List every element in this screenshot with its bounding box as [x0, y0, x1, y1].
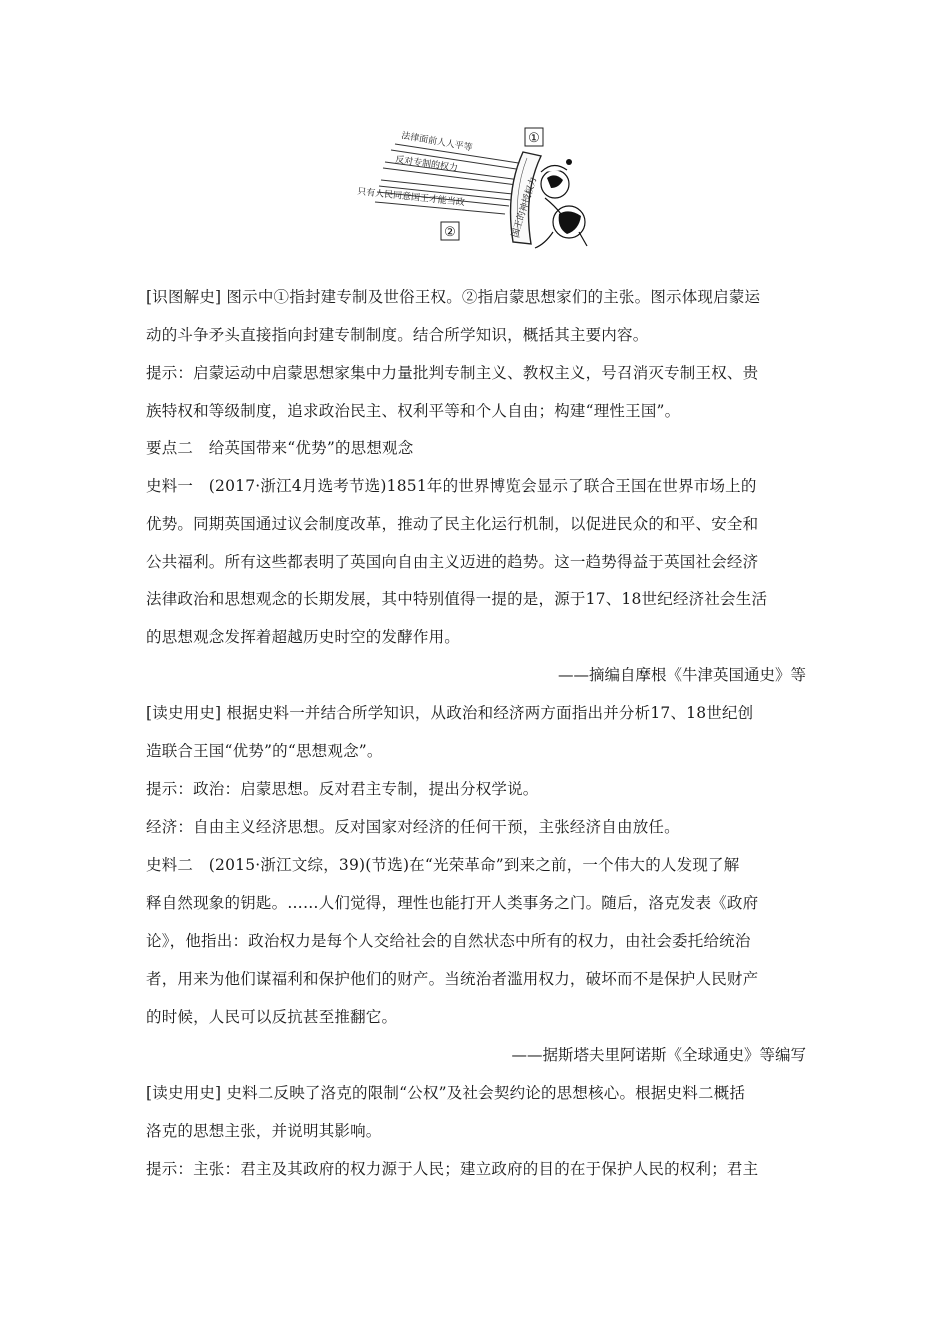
text-line: 者，用来为他们谋福利和保护他们的财产。当统治者滥用权力，破坏而不是保护人民财产: [146, 970, 759, 988]
figure-caption-1: 法律面前人人平等: [400, 131, 474, 154]
text-line: 论》，他指出：政治权力是每个人交给社会的自然状态中所有的权力，由社会委托给统治: [146, 932, 751, 950]
figure-caption-2: 反对专制的权力: [394, 155, 459, 174]
text-line: 的时候，人民可以反抗甚至推翻它。: [146, 1008, 398, 1026]
text-line: 经济：自由主义经济思想。反对国家对经济的任何干预，主张经济自由放任。: [146, 818, 680, 836]
section-heading: 要点二 给英国带来“优势”的思想观念: [146, 439, 414, 457]
text-line: 造联合王国“优势”的“思想观念”。: [146, 742, 383, 760]
text-line: 法律政治和思想观念的长期发展，其中特别值得一提的是，源于17、18世纪经济社会生活: [146, 590, 768, 608]
text-line: [识图解史] 图示中①指封建专制及世俗王权。②指启蒙思想家们的主张。图示体现启蒙运: [146, 288, 761, 306]
text-line: 提示：启蒙运动中启蒙思想家集中力量批判专制主义、教权主义，号召消灭专制王权、贵: [146, 364, 759, 382]
text-line: 公共福利。所有这些都表明了英国向自由主义迈进的趋势。这一趋势得益于英国社会经济: [146, 553, 759, 571]
shield-caption: 国王的神授权力: [510, 175, 540, 239]
text-line: 史料二 (2015·浙江文综，39)(节选)在“光荣革命”到来之前，一个伟大的人发现了解: [146, 856, 740, 874]
text-line: 洛克的思想主张，并说明其影响。: [146, 1122, 382, 1140]
text-line: 提示：主张：君主及其政府的权力源于人民；建立政府的目的在于保护人民的权利；君主: [146, 1160, 759, 1178]
source-citation: ——据斯塔夫里阿诺斯《全球通史》等编写: [511, 1046, 806, 1064]
text-line: 族特权和等级制度，追求政治民主、权利平等和个人自由；构建“理性王国”。: [146, 402, 681, 420]
figure-caption-3: 只有人民同意国王才能当政: [356, 187, 466, 209]
text-line: 提示：政治：启蒙思想。反对君主专制，提出分权学说。: [146, 780, 539, 798]
text-line: 的思想观念发挥着超越历史时空的发酵作用。: [146, 628, 461, 646]
text-line: 优势。同期英国通过议会制度改革，推动了民主化运行机制，以促进民众的和平、安全和: [146, 515, 759, 533]
figure-label-1: ①: [528, 131, 540, 146]
source-citation: ——摘编自摩根《牛津英国通史》等: [557, 666, 806, 684]
text-line: 史料一 (2017·浙江4月选考节选)1851年的世界博览会显示了联合王国在世界市场上的: [146, 477, 757, 495]
text-line: [读史用史] 根据史料一并结合所学知识，从政治和经济两方面指出并分析17、18世纪创: [146, 704, 754, 722]
figure-label-2: ②: [444, 225, 456, 240]
text-line: [读史用史] 史料二反映了洛克的限制“公权”及社会契约论的思想核心。根据史料二概括: [146, 1084, 746, 1102]
text-line: 释自然现象的钥匙。……人们觉得，理性也能打开人类事务之门。随后，洛克发表《政府: [146, 894, 759, 912]
text-line: 动的斗争矛头直接指向封建专制制度。结合所学知识，概括其主要内容。: [146, 326, 649, 344]
enlightenment-illustration: [355, 122, 615, 252]
